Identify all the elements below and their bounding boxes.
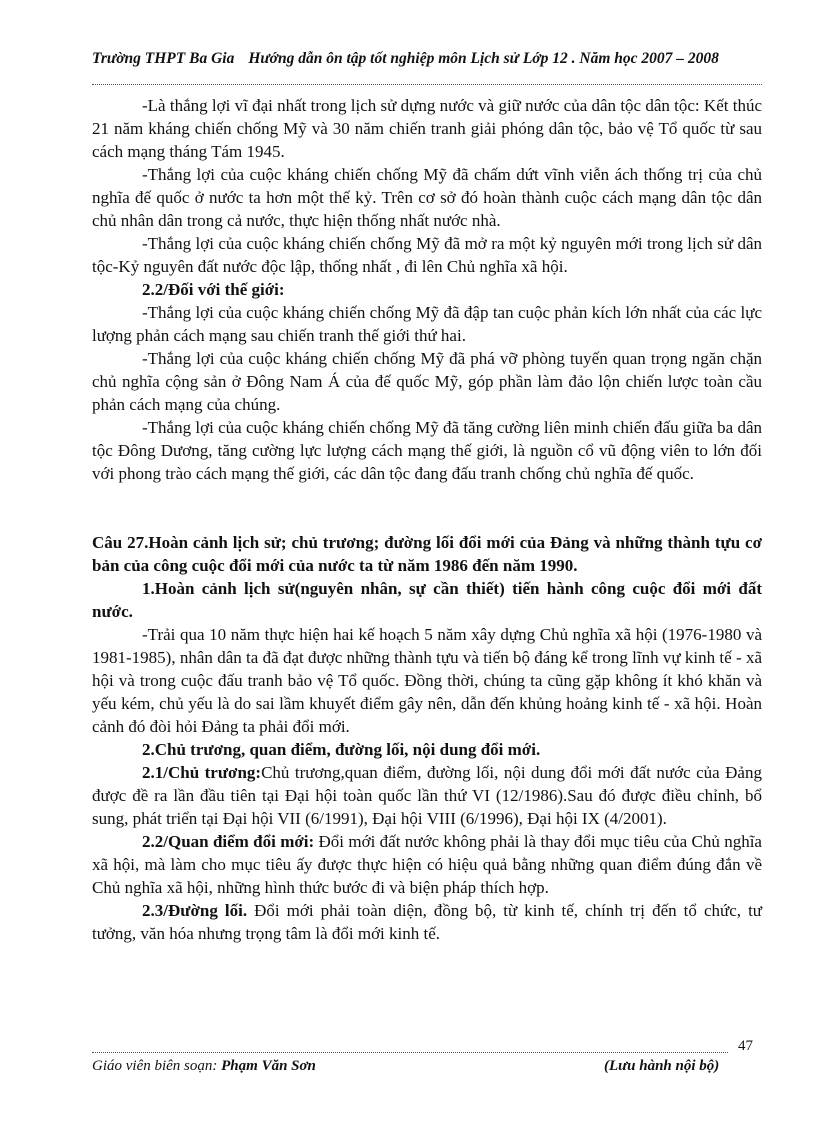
- footer-author: [92, 1058, 316, 1075]
- footer-note: (Lưu hành nội bộ): [604, 1058, 720, 1074]
- paragraph: -Trải qua 10 năm thực hiện hai kế hoạch 5 năm xây dựng Chủ nghĩa xã hội (1976-1980 và 1981-1985), nhân dân ta đã đạt được những thành tựu và tiến bộ đáng kể trong lĩnh vự kinh tế - xã hội và trong cuộc đấu tranh bảo vệ Tổ quốc. Đồng thời, chúng ta cũng gặp không ít khó khăn và yếu kém, chủ yếu là do sai lầm khuyết điểm gây nên, dẫn đến khủng hoảng kinh tế - xã hội. Hoàn cảnh đó đòi hỏi Đảng ta phải đổi mới.: [92, 625, 762, 736]
- subsection-text: Đổi mới đất nước không phải là thay đổi mục tiêu của Chủ nghĩa xã hội, mà làm cho mục tiêu ấy được thực hiện có hiệu quả bằng những quan điểm đúng đắn về Chủ nghĩa xã hội, những hình thức bước đi và biện pháp thích hợp.: [92, 832, 762, 897]
- spacer: [92, 485, 762, 531]
- paragraph: [92, 830, 762, 899]
- section-heading: 2.2/Đối với thế giới:: [142, 280, 285, 299]
- paragraph: -Thắng lợi của cuộc kháng chiến chống Mỹ đã phá vỡ phòng tuyến quan trọng ngăn chặn chủ nghĩa cộng sản ở Đông Nam Á của đế quốc Mỹ, góp phần làm đảo lộn chiến lược toàn cầu phản cách mạng của chúng.: [92, 349, 762, 414]
- author-label: Giáo viên biên soạn:: [92, 1058, 222, 1074]
- header-course: Hướng dẫn ôn tập tốt nghiệp môn Lịch sử Lớp 12 . Năm học 2007 – 2008: [248, 50, 719, 67]
- subsection-text: Đổi mới phải toàn diện, đồng bộ, từ kinh tế, chính trị đến tổ chức, tư tưởng, văn hóa nhưng trọng tâm là đổi mới kinh tế.: [92, 901, 763, 943]
- paragraph: [92, 899, 762, 945]
- paragraph: -Thắng lợi của cuộc kháng chiến chống Mỹ đã chấm dứt vĩnh viễn ách thống trị của chủ nghĩa đế quốc ở nước ta hơn một thế kỷ. Trên cơ sở đó hoàn thành cuộc cách mạng dân tộc dân chủ nhân dân trong cả nước, thực hiện thống nhất nước nhà.: [92, 165, 762, 230]
- page-body: [92, 94, 762, 945]
- footer-divider: [92, 1052, 728, 1053]
- paragraph: -Thắng lợi của cuộc kháng chiến chống Mỹ đã mở ra một kỷ nguyên mới trong lịch sử dân tộc-Kỷ nguyên đất nước độc lập, thống nhất , đi lên Chủ nghĩa xã hội.: [92, 234, 762, 276]
- subsection-label: 2.2/Quan điểm đổi mới:: [142, 832, 315, 851]
- paragraph: -Thắng lợi của cuộc kháng chiến chống Mỹ đã đập tan cuộc phản kích lớn nhất của các lực lượng phản cách mạng sau chiến tranh thế giới thứ hai.: [92, 303, 762, 345]
- subsection-label: 2.1/Chủ trương:: [142, 763, 262, 782]
- question-title: Câu 27.Hoàn cảnh lịch sử; chủ trương; đường lối đổi mới của Đảng và những thành tựu cơ bản của công cuộc đổi mới của nước ta từ năm 1986 đến năm 1990.: [92, 533, 762, 575]
- header-school: Trường THPT Ba Gia: [92, 50, 235, 67]
- page-number: 47: [738, 1038, 753, 1054]
- author-name: Phạm Văn Sơn: [221, 1058, 316, 1074]
- subsection-label: 2.3/Đường lối.: [142, 901, 248, 920]
- subsection-text: Chủ trương,quan điểm, đường lối, nội dung đổi mới đất nước của Đảng được đề ra lần đầu tiên tại Đại hội toàn quốc lần thứ VI (12/1986).Sau đó được điều chỉnh, bổ sung, phát triển tại Đại hội VII (6/1991), Đại hội VIII (6/1996), Đại hội IX (4/2001).: [92, 763, 762, 828]
- section-heading: 2.Chủ trương, quan điểm, đường lối, nội dung đổi mới.: [142, 740, 541, 759]
- header-divider: [92, 84, 762, 85]
- page-header: [92, 50, 772, 68]
- paragraph: -Là thắng lợi vĩ đại nhất trong lịch sử dựng nước và giữ nước của dân tộc dân tộc: Kết thúc 21 năm kháng chiến chống Mỹ và 30 năm chiến tranh giải phóng dân tộc, bảo vệ Tổ quốc từ sau cách mạng tháng Tám 1945.: [92, 96, 762, 161]
- section-heading: 1.Hoàn cảnh lịch sử(nguyên nhân, sự cần thiết) tiến hành công cuộc đổi mới đất nước.: [92, 579, 762, 621]
- paragraph: [92, 761, 762, 830]
- paragraph: -Thắng lợi của cuộc kháng chiến chống Mỹ đã tăng cường liên minh chiến đấu giữa ba dân tộc Đông Dương, tăng cường lực lượng cách mạng thế giới, là nguồn cổ vũ động viên to lớn đối với phong trào cách mạng thế giới, các dân tộc đang đấu tranh chống chủ nghĩa đế quốc.: [92, 418, 762, 483]
